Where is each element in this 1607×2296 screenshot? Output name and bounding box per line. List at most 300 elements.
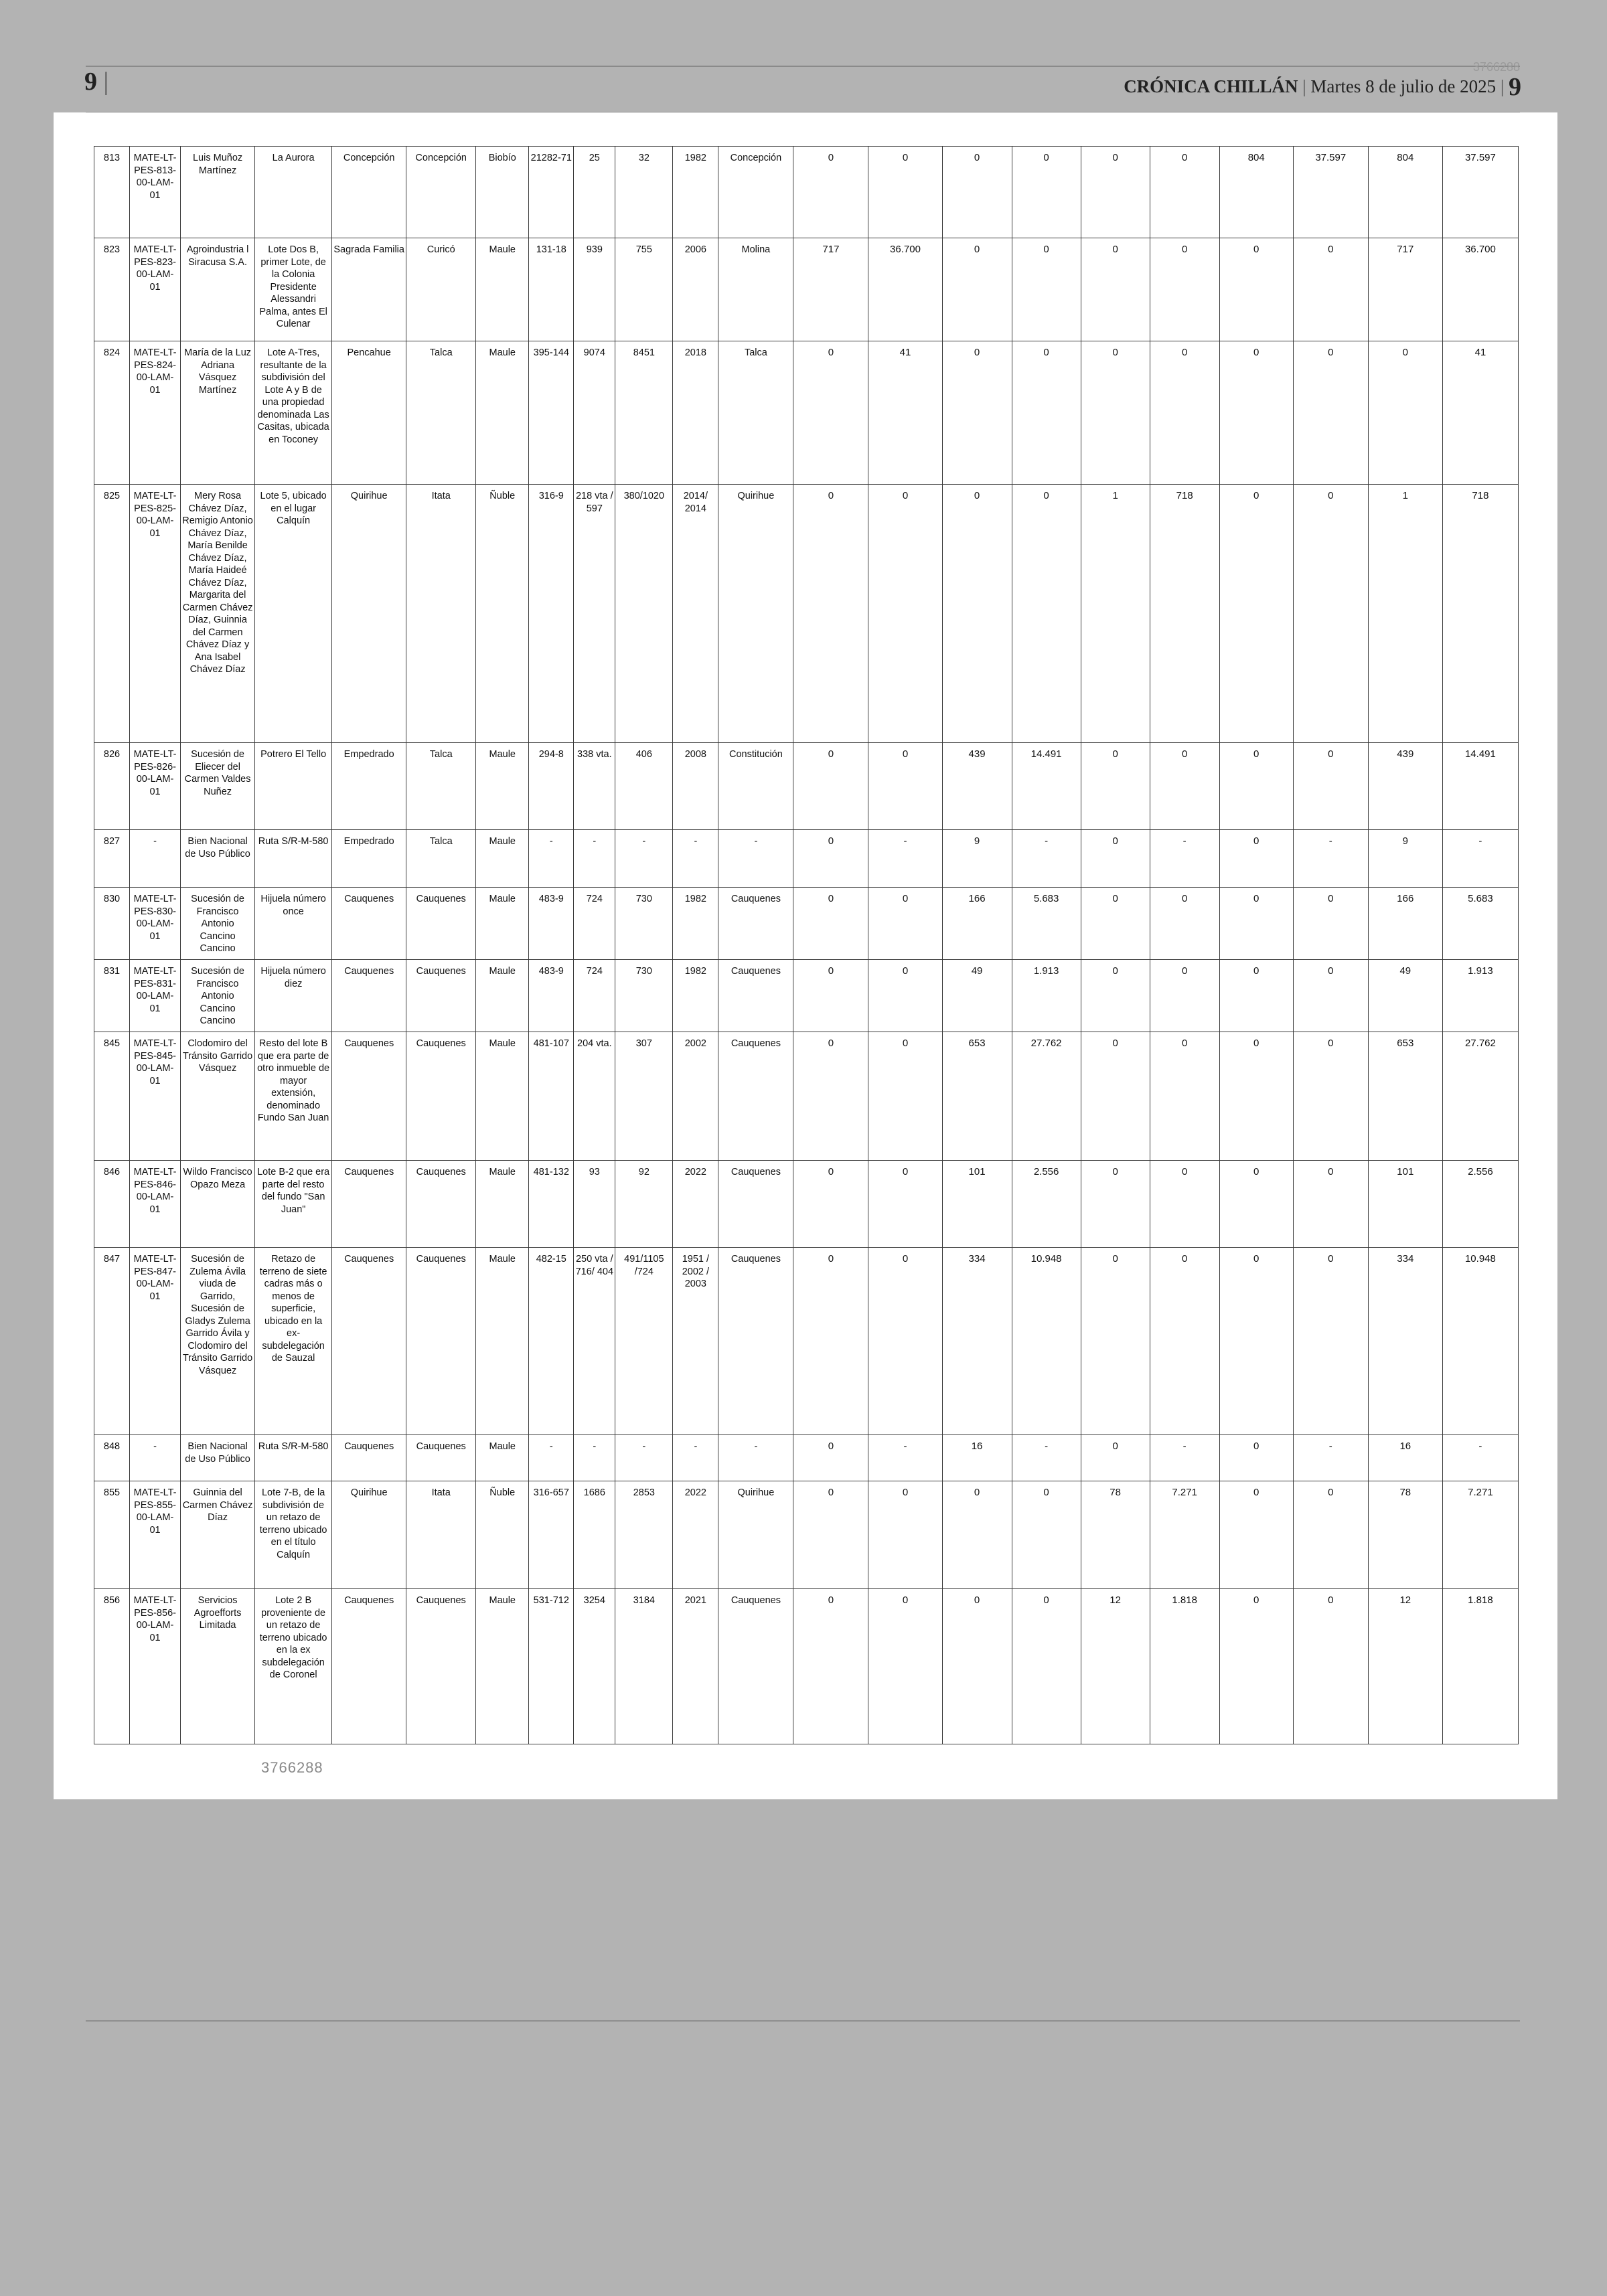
cell-v2: 0 (868, 888, 942, 960)
cell-v7: 0 (1219, 960, 1293, 1032)
cell-owner: Wildo Francisco Opazo Meza (181, 1161, 255, 1248)
cell-v9: 78 (1368, 1481, 1442, 1589)
cell-owner: Sucesión de Eliecer del Carmen Valdes Nuñez (181, 743, 255, 830)
cell-anio: 2014/ 2014 (673, 485, 718, 743)
cell-v9: 0 (1368, 341, 1442, 485)
cell-anio: 2008 (673, 743, 718, 830)
cell-region: Maule (476, 1435, 529, 1481)
cell-commune: Cauquenes (406, 1435, 476, 1481)
cell-v2: 36.700 (868, 238, 942, 341)
cell-v2: - (868, 1435, 942, 1481)
cell-region: Maule (476, 1589, 529, 1744)
cell-v1: 0 (793, 147, 868, 238)
newspaper-name: CRÓNICA CHILLÁN (1124, 76, 1298, 96)
cell-v1: 0 (793, 1481, 868, 1589)
cell-v1: 0 (793, 960, 868, 1032)
cell-v7: 0 (1219, 1248, 1293, 1435)
cell-commune: Cauquenes (406, 888, 476, 960)
cell-numero: - (615, 830, 673, 888)
cell-locality: Sagrada Familia (332, 238, 406, 341)
cell-code: MATE-LT-PES-847-00-LAM-01 (130, 1248, 181, 1435)
cell-anio: 1982 (673, 960, 718, 1032)
cell-cbr: Talca (718, 341, 793, 485)
cell-v2: 0 (868, 485, 942, 743)
cell-anio: 2022 (673, 1481, 718, 1589)
cell-cbr: Quirihue (718, 1481, 793, 1589)
cell-v10: 718 (1442, 485, 1518, 743)
cell-v10: - (1442, 1435, 1518, 1481)
cell-v9: 16 (1368, 1435, 1442, 1481)
cell-numero: 3184 (615, 1589, 673, 1744)
cell-fojas: 724 (574, 888, 615, 960)
cell-owner: Servicios Agroefforts Limitada (181, 1589, 255, 1744)
cell-anio: - (673, 1435, 718, 1481)
cell-v7: 804 (1219, 147, 1293, 238)
cell-v7: 0 (1219, 1589, 1293, 1744)
cell-fojas: 724 (574, 960, 615, 1032)
cell-v2: 0 (868, 1481, 942, 1589)
cell-v6: 0 (1150, 960, 1219, 1032)
cell-property: La Aurora (255, 147, 332, 238)
cell-v5: 78 (1081, 1481, 1150, 1589)
cell-rol: 395-144 (529, 341, 574, 485)
cell-v10: 14.491 (1442, 743, 1518, 830)
cell-v6: - (1150, 830, 1219, 888)
cell-v10: 36.700 (1442, 238, 1518, 341)
cell-v5: 0 (1081, 743, 1150, 830)
cell-id: 846 (94, 1161, 130, 1248)
cell-commune: Cauquenes (406, 1589, 476, 1744)
cell-numero: 380/1020 (615, 485, 673, 743)
cell-v7: 0 (1219, 1161, 1293, 1248)
cell-v9: 49 (1368, 960, 1442, 1032)
cell-v8: - (1293, 830, 1368, 888)
cell-v4: 1.913 (1012, 960, 1081, 1032)
cell-id: 848 (94, 1435, 130, 1481)
cell-v5: 0 (1081, 1248, 1150, 1435)
cell-property: Ruta S/R-M-580 (255, 830, 332, 888)
cell-v7: 0 (1219, 238, 1293, 341)
cell-cbr: Molina (718, 238, 793, 341)
cell-id: 830 (94, 888, 130, 960)
cell-v3: 439 (942, 743, 1012, 830)
cell-locality: Pencahue (332, 341, 406, 485)
cell-property: Lote Dos B, primer Lote, de la Colonia Presidente Alessandri Palma, antes El Culenar (255, 238, 332, 341)
table-row (94, 1161, 1519, 1248)
cell-v6: 718 (1150, 485, 1219, 743)
cell-anio: 1982 (673, 888, 718, 960)
cell-anio: 2021 (673, 1589, 718, 1744)
cell-region: Ñuble (476, 485, 529, 743)
cell-v9: 12 (1368, 1589, 1442, 1744)
cell-v8: 0 (1293, 341, 1368, 485)
cell-v10: 10.948 (1442, 1248, 1518, 1435)
cell-cbr: Cauquenes (718, 960, 793, 1032)
cell-property: Lote 2 B proveniente de un retazo de terreno ubicado en la ex subdelegación de Coronel (255, 1589, 332, 1744)
cell-fojas: - (574, 830, 615, 888)
cell-v10: 37.597 (1442, 147, 1518, 238)
cell-property: Lote A-Tres, resultante de la subdivisión del Lote A y B de una propiedad denominada Las Casitas, ubicada en Toconey (255, 341, 332, 485)
table-row (94, 888, 1519, 960)
cell-id: 825 (94, 485, 130, 743)
cell-id: 855 (94, 1481, 130, 1589)
cell-commune: Cauquenes (406, 1032, 476, 1161)
cell-rol: 294-8 (529, 743, 574, 830)
cell-v10: 2.556 (1442, 1161, 1518, 1248)
cell-v8: 0 (1293, 1481, 1368, 1589)
cell-v10: - (1442, 830, 1518, 888)
cell-v5: 1 (1081, 485, 1150, 743)
cell-numero: 307 (615, 1032, 673, 1161)
cell-v5: 0 (1081, 1161, 1150, 1248)
cell-v1: 0 (793, 743, 868, 830)
cell-v3: 9 (942, 830, 1012, 888)
cell-v5: 0 (1081, 960, 1150, 1032)
cell-v4: 27.762 (1012, 1032, 1081, 1161)
cell-region: Maule (476, 960, 529, 1032)
cell-owner: Guinnia del Carmen Chávez Díaz (181, 1481, 255, 1589)
cell-v5: 0 (1081, 147, 1150, 238)
cell-fojas: 338 vta. (574, 743, 615, 830)
cell-id: 827 (94, 830, 130, 888)
cell-region: Ñuble (476, 1481, 529, 1589)
cell-locality: Empedrado (332, 743, 406, 830)
cell-locality: Empedrado (332, 830, 406, 888)
cell-v8: 0 (1293, 960, 1368, 1032)
cell-rol: 316-657 (529, 1481, 574, 1589)
cell-rol: 481-107 (529, 1032, 574, 1161)
cell-v2: - (868, 830, 942, 888)
cell-property: Ruta S/R-M-580 (255, 1435, 332, 1481)
cell-anio: 2022 (673, 1161, 718, 1248)
cell-fojas: 25 (574, 147, 615, 238)
cell-commune: Curicó (406, 238, 476, 341)
cell-v2: 0 (868, 960, 942, 1032)
cell-v6: 0 (1150, 1248, 1219, 1435)
table-row (94, 238, 1519, 341)
cell-cbr: Quirihue (718, 485, 793, 743)
cell-v6: 0 (1150, 341, 1219, 485)
cell-fojas: 9074 (574, 341, 615, 485)
cell-v4: 0 (1012, 1481, 1081, 1589)
cell-locality: Quirihue (332, 1481, 406, 1589)
cell-id: 823 (94, 238, 130, 341)
cell-v7: 0 (1219, 341, 1293, 485)
cell-v1: 0 (793, 1161, 868, 1248)
table-row (94, 1435, 1519, 1481)
cell-owner: Bien Nacional de Uso Público (181, 830, 255, 888)
cell-v2: 0 (868, 1589, 942, 1744)
table-row (94, 830, 1519, 888)
cell-locality: Cauquenes (332, 1435, 406, 1481)
header-faint-id: 3766288 (1472, 60, 1520, 74)
cell-v10: 5.683 (1442, 888, 1518, 960)
table-row (94, 341, 1519, 485)
cell-v8: 37.597 (1293, 147, 1368, 238)
cell-v9: 804 (1368, 147, 1442, 238)
cell-fojas: 250 vta / 716/ 404 (574, 1248, 615, 1435)
cell-code: MATE-LT-PES-855-00-LAM-01 (130, 1481, 181, 1589)
cell-locality: Cauquenes (332, 960, 406, 1032)
cell-v3: 16 (942, 1435, 1012, 1481)
cell-numero: 755 (615, 238, 673, 341)
cell-rol: - (529, 1435, 574, 1481)
cell-fojas: 939 (574, 238, 615, 341)
cell-v4: 14.491 (1012, 743, 1081, 830)
cell-fojas: 1686 (574, 1481, 615, 1589)
cell-v1: 0 (793, 1589, 868, 1744)
cell-v3: 49 (942, 960, 1012, 1032)
cell-v3: 653 (942, 1032, 1012, 1161)
cell-locality: Quirihue (332, 485, 406, 743)
cell-v9: 717 (1368, 238, 1442, 341)
cell-v6: 1.818 (1150, 1589, 1219, 1744)
cell-v6: 0 (1150, 743, 1219, 830)
cell-code: MATE-LT-PES-825-00-LAM-01 (130, 485, 181, 743)
cell-id: 847 (94, 1248, 130, 1435)
cell-v4: 0 (1012, 1589, 1081, 1744)
cell-owner: Agroindustria l Siracusa S.A. (181, 238, 255, 341)
cell-code: MATE-LT-PES-824-00-LAM-01 (130, 341, 181, 485)
cell-v6: 0 (1150, 888, 1219, 960)
cell-owner: María de la Luz Adriana Vásquez Martínez (181, 341, 255, 485)
cell-region: Maule (476, 743, 529, 830)
cell-v4: 2.556 (1012, 1161, 1081, 1248)
cell-region: Maule (476, 1032, 529, 1161)
cell-numero: 730 (615, 960, 673, 1032)
cell-v7: 0 (1219, 1435, 1293, 1481)
cell-v4: 0 (1012, 147, 1081, 238)
cell-numero: 406 (615, 743, 673, 830)
cell-v8: 0 (1293, 1589, 1368, 1744)
cell-anio: 2006 (673, 238, 718, 341)
cell-numero: 92 (615, 1161, 673, 1248)
cell-v10: 41 (1442, 341, 1518, 485)
cell-locality: Concepción (332, 147, 406, 238)
cell-id: 845 (94, 1032, 130, 1161)
cell-code: MATE-LT-PES-830-00-LAM-01 (130, 888, 181, 960)
cell-v4: 0 (1012, 341, 1081, 485)
cell-v3: 0 (942, 147, 1012, 238)
cell-numero: 32 (615, 147, 673, 238)
cell-code: - (130, 830, 181, 888)
cell-locality: Cauquenes (332, 1032, 406, 1161)
cell-v2: 0 (868, 1032, 942, 1161)
edition-date: Martes 8 de julio de 2025 (1310, 76, 1497, 96)
cell-v5: 0 (1081, 830, 1150, 888)
cell-v10: 1.818 (1442, 1589, 1518, 1744)
cell-v5: 0 (1081, 1435, 1150, 1481)
cell-commune: Itata (406, 485, 476, 743)
cell-v1: 0 (793, 830, 868, 888)
cell-code: MATE-LT-PES-845-00-LAM-01 (130, 1032, 181, 1161)
cell-id: 813 (94, 147, 130, 238)
cell-v5: 0 (1081, 1032, 1150, 1161)
cell-anio: 1951 / 2002 / 2003 (673, 1248, 718, 1435)
cell-v3: 334 (942, 1248, 1012, 1435)
cell-v3: 0 (942, 1481, 1012, 1589)
cell-v7: 0 (1219, 743, 1293, 830)
cell-locality: Cauquenes (332, 1589, 406, 1744)
cell-rol: 21282-71 (529, 147, 574, 238)
cell-v9: 439 (1368, 743, 1442, 830)
cell-fojas: 218 vta / 597 (574, 485, 615, 743)
table-row (94, 743, 1519, 830)
cell-region: Maule (476, 830, 529, 888)
cell-v5: 0 (1081, 888, 1150, 960)
cell-id: 831 (94, 960, 130, 1032)
cell-cbr: Concepción (718, 147, 793, 238)
cell-property: Lote 5, ubicado en el lugar Calquín (255, 485, 332, 743)
cell-v7: 0 (1219, 1032, 1293, 1161)
cell-rol: 316-9 (529, 485, 574, 743)
masthead: CRÓNICA CHILLÁN | Martes 8 de julio de 2025 | 9 (1124, 73, 1521, 101)
cell-owner: Clodomiro del Tránsito Garrido Vásquez (181, 1032, 255, 1161)
cell-v3: 0 (942, 341, 1012, 485)
cell-id: 826 (94, 743, 130, 830)
cell-rol: 483-9 (529, 960, 574, 1032)
cell-commune: Concepción (406, 147, 476, 238)
cell-v7: 0 (1219, 1481, 1293, 1589)
table-row (94, 1589, 1519, 1744)
cell-locality: Cauquenes (332, 1248, 406, 1435)
cell-v7: 0 (1219, 485, 1293, 743)
cell-property: Lote B-2 que era parte del resto del fundo "San Juan" (255, 1161, 332, 1248)
cell-v8: 0 (1293, 485, 1368, 743)
cell-code: MATE-LT-PES-856-00-LAM-01 (130, 1589, 181, 1744)
cell-v4: - (1012, 1435, 1081, 1481)
cell-v9: 166 (1368, 888, 1442, 960)
cell-fojas: - (574, 1435, 615, 1481)
cell-region: Maule (476, 1161, 529, 1248)
cell-property: Hijuela número once (255, 888, 332, 960)
cell-rol: 131-18 (529, 238, 574, 341)
cell-v1: 717 (793, 238, 868, 341)
cell-v6: - (1150, 1435, 1219, 1481)
cell-v10: 27.762 (1442, 1032, 1518, 1161)
cell-v8: 0 (1293, 743, 1368, 830)
cell-v3: 101 (942, 1161, 1012, 1248)
header-top-rule (86, 66, 1520, 67)
table-row (94, 960, 1519, 1032)
cell-v1: 0 (793, 888, 868, 960)
cell-v6: 0 (1150, 1161, 1219, 1248)
cell-v7: 0 (1219, 830, 1293, 888)
cell-v1: 0 (793, 1435, 868, 1481)
cell-v2: 0 (868, 147, 942, 238)
cell-property: Lote 7-B, de la subdivisión de un retazo de terreno ubicado en el título Calquín (255, 1481, 332, 1589)
table-row (94, 1032, 1519, 1161)
cell-v6: 0 (1150, 1032, 1219, 1161)
cell-commune: Talca (406, 830, 476, 888)
cell-v5: 0 (1081, 238, 1150, 341)
cell-cbr: Cauquenes (718, 888, 793, 960)
cell-v9: 334 (1368, 1248, 1442, 1435)
cell-cbr: Cauquenes (718, 1248, 793, 1435)
cell-v7: 0 (1219, 888, 1293, 960)
cell-v8: 0 (1293, 238, 1368, 341)
cell-commune: Cauquenes (406, 1161, 476, 1248)
cell-rol: - (529, 830, 574, 888)
cell-v8: - (1293, 1435, 1368, 1481)
cell-v3: 166 (942, 888, 1012, 960)
cell-region: Maule (476, 888, 529, 960)
cell-region: Maule (476, 1248, 529, 1435)
cell-v10: 1.913 (1442, 960, 1518, 1032)
cell-v2: 0 (868, 1248, 942, 1435)
cell-code: MATE-LT-PES-831-00-LAM-01 (130, 960, 181, 1032)
cell-anio: 2002 (673, 1032, 718, 1161)
cell-v1: 0 (793, 485, 868, 743)
cell-cbr: Cauquenes (718, 1589, 793, 1744)
cell-commune: Talca (406, 341, 476, 485)
cell-v9: 9 (1368, 830, 1442, 888)
cell-v9: 101 (1368, 1161, 1442, 1248)
table-row (94, 147, 1519, 238)
cell-rol: 481-132 (529, 1161, 574, 1248)
cell-code: - (130, 1435, 181, 1481)
table-row (94, 485, 1519, 743)
cell-numero: 491/1105 /724 (615, 1248, 673, 1435)
footer-rule (86, 2020, 1520, 2022)
cell-v3: 0 (942, 485, 1012, 743)
cell-v1: 0 (793, 1032, 868, 1161)
cell-owner: Mery Rosa Chávez Díaz, Remigio Antonio Chávez Díaz, María Benilde Chávez Díaz, María Haideé Chávez Díaz, Margarita del Carmen Chávez Díaz, Guinnia del Carmen Chávez Díaz y Ana Isabel Chávez Díaz (181, 485, 255, 743)
table-row (94, 1481, 1519, 1589)
cell-owner: Sucesión de Francisco Antonio Cancino Cancino (181, 888, 255, 960)
cell-v8: 0 (1293, 1161, 1368, 1248)
cell-fojas: 204 vta. (574, 1032, 615, 1161)
cell-id: 824 (94, 341, 130, 485)
cell-fojas: 3254 (574, 1589, 615, 1744)
cell-locality: Cauquenes (332, 1161, 406, 1248)
cell-region: Maule (476, 238, 529, 341)
cell-region: Biobío (476, 147, 529, 238)
cell-cbr: - (718, 1435, 793, 1481)
cell-v3: 0 (942, 1589, 1012, 1744)
page-number-right: 9 (1509, 73, 1521, 101)
cell-v2: 0 (868, 743, 942, 830)
cell-owner: Luis Muñoz Martínez (181, 147, 255, 238)
cell-cbr: - (718, 830, 793, 888)
table-row (94, 1248, 1519, 1435)
cell-numero: - (615, 1435, 673, 1481)
cell-v4: - (1012, 830, 1081, 888)
cell-property: Resto del lote B que era parte de otro inmueble de mayor extensión, denominado Fundo San Juan (255, 1032, 332, 1161)
cell-v5: 12 (1081, 1589, 1150, 1744)
cell-v3: 0 (942, 238, 1012, 341)
cell-cbr: Constitución (718, 743, 793, 830)
cell-commune: Itata (406, 1481, 476, 1589)
cell-anio: - (673, 830, 718, 888)
cell-v6: 0 (1150, 238, 1219, 341)
cell-owner: Sucesión de Francisco Antonio Cancino Cancino (181, 960, 255, 1032)
cell-owner: Bien Nacional de Uso Público (181, 1435, 255, 1481)
cell-region: Maule (476, 341, 529, 485)
cell-code: MATE-LT-PES-813-00-LAM-01 (130, 147, 181, 238)
cell-property: Potrero El Tello (255, 743, 332, 830)
cell-rol: 483-9 (529, 888, 574, 960)
cell-cbr: Cauquenes (718, 1032, 793, 1161)
cell-code: MATE-LT-PES-826-00-LAM-01 (130, 743, 181, 830)
cell-commune: Cauquenes (406, 1248, 476, 1435)
cell-numero: 730 (615, 888, 673, 960)
cell-rol: 531-712 (529, 1589, 574, 1744)
cell-v4: 0 (1012, 238, 1081, 341)
cell-locality: Cauquenes (332, 888, 406, 960)
cell-v6: 7.271 (1150, 1481, 1219, 1589)
cell-anio: 2018 (673, 341, 718, 485)
